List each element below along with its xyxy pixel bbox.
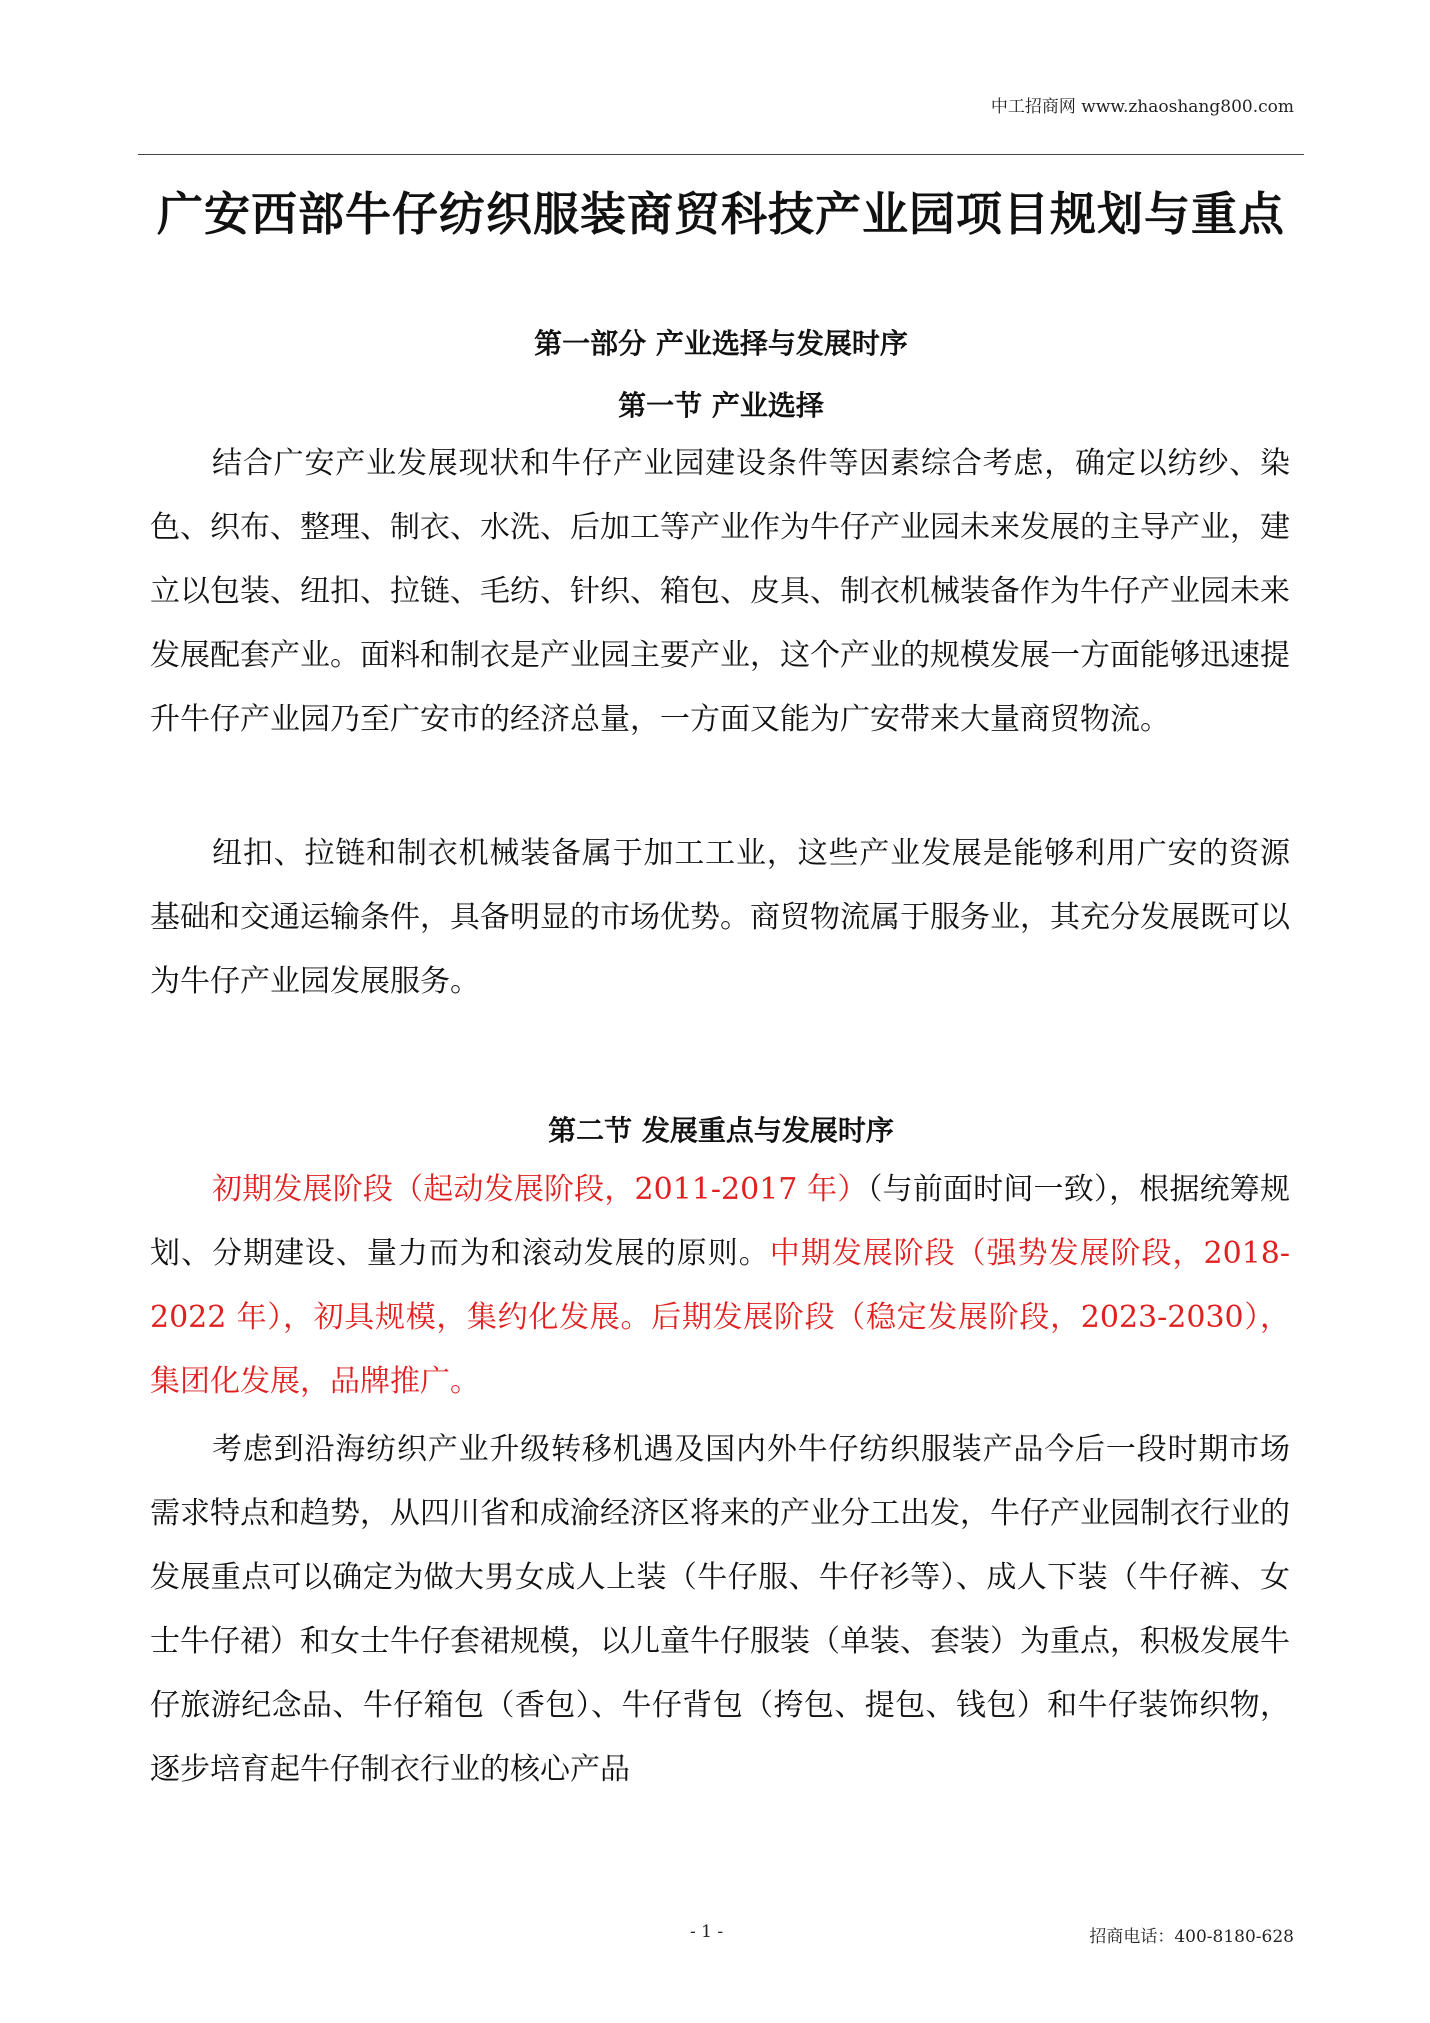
- section2-paragraph-2: 考虑到沿海纺织产业升级转移机遇及国内外牛仔纺织服装产品今后一段时期市场需求特点和趋势，从四川省和成渝经济区将来的产业分工出发，牛仔产业园制衣行业的发展重点可以确定为做大男女成人上装（牛仔服、牛仔衫等）、成人下装（牛仔裤、女士牛仔裙）和女士牛仔套裙规模，以儿童牛仔服装（单装、套装）为重点，积极发展牛仔旅游纪念品、牛仔箱包（香包）、牛仔背包（挎包、提包、钱包）和牛仔装饰织物，逐步培育起牛仔制衣行业的核心产品: [150, 1432, 1290, 1787]
- footer-phone: 招商电话：400-8180-628: [1089, 1927, 1294, 1947]
- section2-paragraph-1: [150, 1158, 1290, 1414]
- section1-paragraph-1: 结合广安产业发展现状和牛仔产业园建设条件等因素综合考虑，确定以纺纱、染色、织布、整理、制衣、水洗、后加工等产业作为牛仔产业园未来发展的主导产业，建立以包装、纽扣、拉链、毛纺、针织、箱包、皮具、制衣机械装备作为牛仔产业园未来发展配套产业。面料和制衣是产业园主要产业，这个产业的规模发展一方面能够迅速提升牛仔产业园乃至广安市的经济总量，一方面又能为广安带来大量商贸物流。: [150, 446, 1290, 737]
- header-divider: [138, 154, 1304, 155]
- header-site-name: 中工招商网 www.zhaoshang800.com: [990, 97, 1294, 117]
- planning-principle-text: （与前面时间一致），根据统筹规划、分期建设、量力而为和滚动发展的原则。: [150, 1172, 1290, 1271]
- section1-paragraph-2: 纽扣、拉链和制衣机械装备属于加工工业，这些产业发展是能够利用广安的资源基础和交通运输条件，具备明显的市场优势。商贸物流属于服务业，其充分发展既可以为牛仔产业园发展服务。: [150, 836, 1290, 999]
- document-title: 广安西部牛仔纺织服装商贸科技产业园项目规划与重点: [157, 187, 1285, 241]
- page-number: - 1 -: [690, 1922, 724, 1942]
- section2-heading: 第二节 发展重点与发展时序: [548, 1114, 894, 1147]
- part-heading: 第一部分 产业选择与发展时序: [534, 327, 908, 360]
- section1-heading: 第一节 产业选择: [618, 389, 824, 422]
- phase-mid-late-text: 中期发展阶段（强势发展阶段，2018-2022 年），初具规模，集约化发展。后期发展阶段（稳定发展阶段，2023-2030），集团化发展，品牌推广。: [150, 1236, 1291, 1399]
- phase-early-text: 初期发展阶段（起动发展阶段，2011-2017 年）: [212, 1172, 868, 1207]
